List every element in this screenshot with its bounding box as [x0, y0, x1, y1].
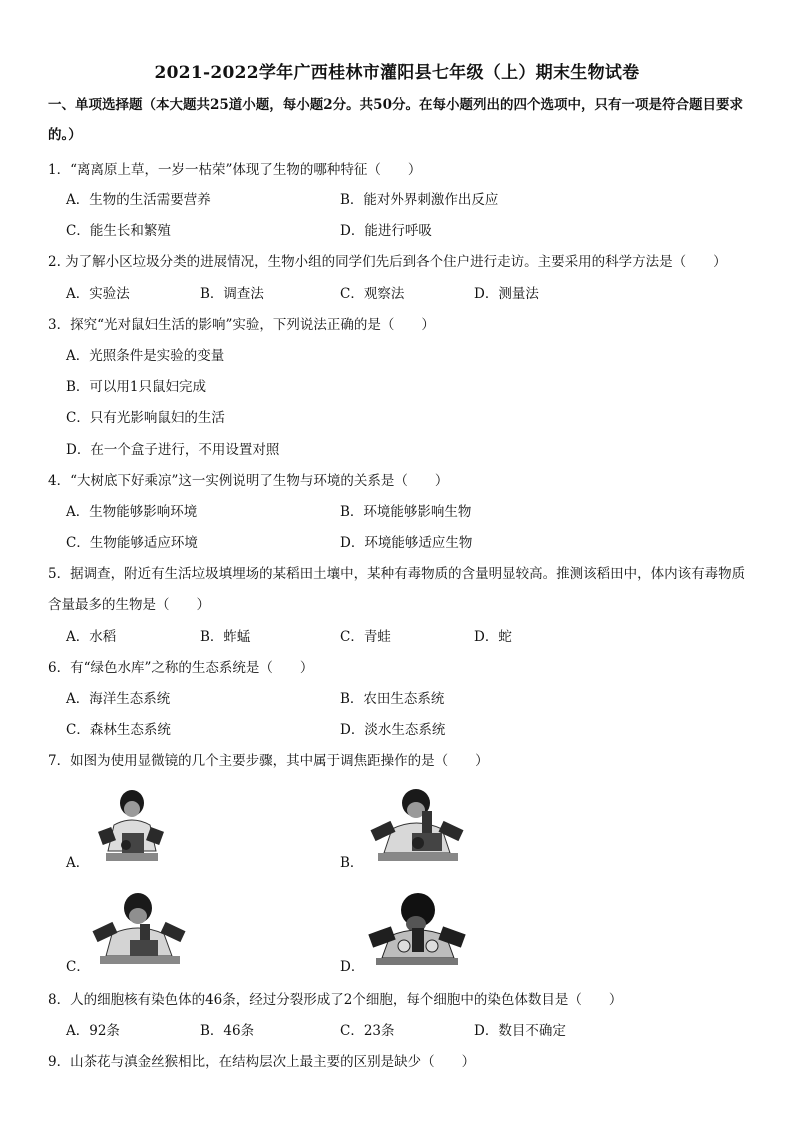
q2-option-b[interactable]: B．调查法 — [200, 286, 264, 302]
q7-option-d[interactable]: D． — [340, 959, 365, 975]
q1-option-c[interactable]: C．能生长和繁殖 — [66, 223, 171, 239]
question-6-stem: 6．有“绿色水库”之称的生态系统是（ ） — [48, 660, 314, 676]
microscope-photo-c[interactable] — [90, 890, 190, 966]
q6-option-d[interactable]: D．淡水生态系统 — [340, 722, 446, 738]
q2-option-a[interactable]: A．实验法 — [66, 286, 130, 302]
microscope-photo-a[interactable] — [96, 785, 164, 863]
q6-option-b[interactable]: B．农田生态系统 — [340, 691, 445, 707]
q8-option-b[interactable]: B．46条 — [200, 1023, 255, 1039]
question-8-stem: 8．人的细胞核有染色体的46条，经过分裂形成了2个细胞，每个细胞中的染色体数目是（ ） — [48, 992, 623, 1008]
q6-option-c[interactable]: C．森林生态系统 — [66, 722, 171, 738]
question-4-stem: 4．“大树底下好乘凉”这一实例说明了生物与环境的关系是（ ） — [48, 473, 449, 489]
q3-option-b[interactable]: B．可以用1只鼠妇完成 — [66, 379, 207, 395]
q1-option-d[interactable]: D．能进行呼吸 — [340, 223, 432, 239]
q5-option-c[interactable]: C．青蛙 — [340, 629, 391, 645]
q8-option-d[interactable]: D．数目不确定 — [474, 1023, 566, 1039]
q6-option-a[interactable]: A．海洋生态系统 — [66, 691, 171, 707]
section-heading: 一、单项选择题（本大题共25道小题，每小题2分。共50分。在每小题列出的四个选项中，只有一项是符合题目要求的。） — [48, 97, 743, 143]
question-1-stem: 1．“离离原上草，一岁一枯荣”体现了生物的哪种特征（ ） — [48, 162, 422, 178]
q5-option-b[interactable]: B．蚱蜢 — [200, 629, 251, 645]
q5-option-a[interactable]: A．水稻 — [66, 629, 117, 645]
q1-option-b[interactable]: B．能对外界刺激作出反应 — [340, 192, 499, 208]
q7-option-c[interactable]: C． — [66, 959, 90, 975]
q8-option-c[interactable]: C．23条 — [340, 1023, 395, 1039]
question-3-stem: 3．探究“光对鼠妇生活的影响”实验，下列说法正确的是（ ） — [48, 317, 435, 333]
q1-option-a[interactable]: A．生物的生活需要营养 — [66, 192, 211, 208]
q3-option-a[interactable]: A．光照条件是实验的变量 — [66, 348, 225, 364]
question-2-stem: 2. 为了解小区垃圾分类的进展情况，生物小组的同学们先后到各个住户进行走访。主要采用的科学方法是（ ） — [48, 254, 727, 270]
microscope-photo-b[interactable] — [364, 785, 470, 863]
q3-option-d[interactable]: D．在一个盒子进行，不用设置对照 — [66, 442, 280, 458]
q3-option-c[interactable]: C．只有光影响鼠妇的生活 — [66, 410, 225, 426]
q7-option-b[interactable]: B． — [340, 855, 364, 871]
exam-title: 2021-2022学年广西桂林市灌阳县七年级（上）期末生物试卷 — [154, 63, 640, 83]
question-5-stem: 5．据调查，附近有生活垃圾填埋场的某稻田土壤中，某种有毒物质的含量明显较高。推测该稻田中，体内该有毒物质含量最多的生物是（ ） — [48, 566, 746, 613]
microscope-photo-d[interactable] — [364, 890, 468, 966]
q8-option-a[interactable]: A．92条 — [66, 1023, 120, 1039]
q5-option-d[interactable]: D．蛇 — [474, 629, 512, 645]
question-9-stem: 9．山茶花与滇金丝猴相比，在结构层次上最主要的区别是缺少（ ） — [48, 1054, 476, 1070]
question-7-stem: 7．如图为使用显微镜的几个主要步骤，其中属于调焦距操作的是（ ） — [48, 753, 489, 769]
q7-option-a[interactable]: A． — [66, 855, 90, 871]
q4-option-c[interactable]: C．生物能够适应环境 — [66, 535, 198, 551]
q4-option-b[interactable]: B．环境能够影响生物 — [340, 504, 472, 520]
q2-option-d[interactable]: D．测量法 — [474, 286, 539, 302]
q4-option-d[interactable]: D．环境能够适应生物 — [340, 535, 473, 551]
q4-option-a[interactable]: A．生物能够影响环境 — [66, 504, 198, 520]
q2-option-c[interactable]: C．观察法 — [340, 286, 405, 302]
